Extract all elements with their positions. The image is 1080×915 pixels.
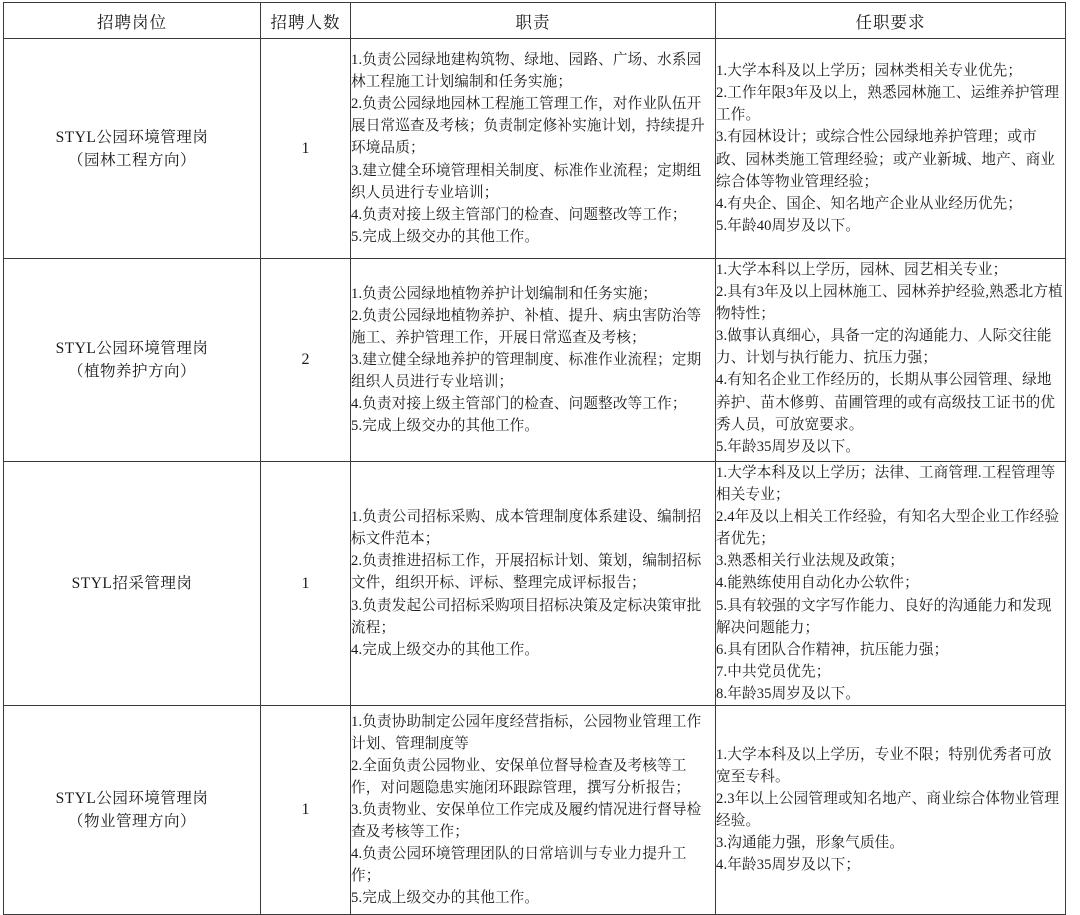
duty-item: 1.负责公园绿地建构筑物、绿地、园路、广场、水系园林工程施工计划编制和任务实施；: [351, 52, 702, 91]
requirement-item: 5.年龄35周岁及以下。: [716, 438, 861, 455]
duty-item: 3.建立健全绿地养护的管理制度、标准作业流程；定期组织人员进行专业培训；: [351, 351, 702, 391]
duty-item: 4.负责公园环境管理团队的日常培训与专业力提升工作；: [351, 846, 687, 885]
requirement-item: 6.具有团队合作精神，抗压能力强；: [716, 641, 949, 658]
duty-item: 4.完成上级交办的其他工作。: [351, 641, 540, 658]
table-row: [4, 259, 1066, 462]
cell-post: [4, 39, 261, 259]
requirement-item: 3.有园林设计；或综合性公园绿地养护管理；或市政、园林类施工管理经验；或产业新城、地产、商业综合体等物业管理经验；: [716, 129, 1056, 190]
column-header-duties: 职责: [351, 3, 716, 39]
cell-requirements: [716, 706, 1066, 915]
table-row: [4, 39, 1066, 259]
post-title: STYL招采管理岗: [71, 575, 193, 593]
requirement-item: 5.年龄40周岁及以下。: [716, 217, 861, 234]
cell-requirements: [716, 259, 1066, 462]
cell-count: 2: [261, 259, 351, 462]
duty-item: 1.负责公司招标采购、成本管理制度体系建设、编制招标文件范本；: [351, 509, 702, 548]
duty-item: 5.完成上级交办的其他工作。: [351, 228, 540, 245]
cell-count: 1: [261, 462, 351, 706]
requirement-item: 4.有央企、国企、知名地产企业从业经历优先；: [716, 195, 1023, 212]
requirement-item: 2.3年以上公园管理或知名地产、商业综合体物业管理经验。: [716, 790, 1060, 830]
requirement-item: 3.沟通能力强，形象气质佳。: [716, 835, 905, 852]
duty-item: 2.负责公园绿地植物养护、补植、提升、病虫害防治等施工、养护管理工作，开展日常巡查及考核；: [351, 307, 702, 346]
cell-duties: [351, 39, 716, 259]
recruitment-table: [3, 2, 1066, 915]
duty-item: 3.负责发起公司招标采购项目招标决策及定标决策审批流程；: [351, 597, 702, 636]
duty-item: 5.完成上级交办的其他工作。: [351, 418, 540, 435]
requirement-item: 7.中共党员优先；: [716, 663, 831, 680]
duty-item: 2.负责推进招标工作，开展招标计划、策划，编制招标文件，组织开标、评标、整理完成评标报告；: [351, 553, 702, 592]
duty-item: 1.负责协助制定公园年度经营指标，公园物业管理工作计划、管理制度等: [351, 713, 702, 752]
post-direction: （植物养护方向）: [67, 363, 196, 380]
cell-post: [4, 259, 261, 462]
requirement-item: 1.大学本科及以上学历，专业不限；特别优秀者可放宽至专科。: [716, 746, 1052, 785]
cell-duties: [351, 706, 716, 915]
post-title: STYL公园环境管理岗: [55, 128, 209, 146]
requirement-item: 4.年龄35周岁及以下；: [716, 857, 861, 874]
table-body: [4, 39, 1066, 915]
cell-requirements: [716, 39, 1066, 259]
requirement-item: 1.大学本科及以上学历；园林类相关专业优先；: [716, 63, 1023, 80]
duty-item: 5.完成上级交办的其他工作。: [351, 890, 540, 907]
duty-item: 1.负责公园绿地植物养护计划编制和任务实施；: [351, 285, 658, 302]
requirement-item: 3.熟悉相关行业法规及政策；: [716, 553, 905, 570]
cell-post: [4, 706, 261, 915]
cell-duties: [351, 259, 716, 462]
requirement-item: 3.做事认真细心，具备一定的沟通能力、人际交往能力、计划与执行能力、抗压力强；: [716, 328, 1052, 367]
requirement-item: 1.大学本科及以上学历；法律、工商管理.工程管理等相关专业；: [716, 465, 1056, 504]
post-title: STYL公园环境管理岗: [55, 790, 209, 808]
duty-item: 4.负责对接上级主管部门的检查、问题整改等工作；: [351, 396, 687, 413]
requirement-item: 4.有知名企业工作经历的，长期从事公园管理、绿地养护、苗木修剪、苗圃管理的或有高级技工证书的优秀人员，可放宽要求。: [716, 372, 1056, 433]
requirement-item: 4.能熟练使用自动化办公软件；: [716, 575, 919, 592]
duty-item: 4.负责对接上级主管部门的检查、问题整改等工作；: [351, 206, 687, 223]
post-direction: （物业管理方向）: [67, 813, 196, 831]
requirement-item: 8.年龄35周岁及以下。: [716, 685, 861, 702]
table-row: [4, 462, 1066, 706]
column-header-count: 招聘人数: [261, 3, 351, 39]
duty-item: 2.负责公园绿地园林工程施工管理工作，对作业队伍开展日常巡查及考核；负责制定修补实施计划，持续提升环境品质；: [351, 96, 705, 157]
table-header: [4, 3, 1066, 39]
duty-item: 3.建立健全环境管理相关制度、标准作业流程；定期组织人员进行专业培训；: [351, 162, 702, 201]
cell-count: 1: [261, 706, 351, 915]
column-header-post: 招聘岗位: [4, 3, 261, 39]
cell-requirements: [716, 462, 1066, 706]
requirement-item: 5.具有较强的文字写作能力、良好的沟通能力和发现解决问题能力；: [716, 597, 1052, 636]
duty-item: 2.全面负责公园物业、安保单位督导检查及考核等工作，对问题隐患实施闭环跟踪管理，撰写分析报告；: [351, 757, 691, 796]
requirement-item: 1.大学本科以上学历，园林、园艺相关专业；: [716, 262, 1008, 278]
requirement-item: 2.4年及以上相关工作经验，有知名大型企业工作经验者优先；: [716, 509, 1060, 548]
cell-count: 1: [261, 39, 351, 259]
column-header-requirements: 任职要求: [716, 3, 1066, 39]
requirement-item: 2.具有3年及以上园林施工、园林养护经验,熟悉北方植物特性；: [716, 284, 1063, 323]
cell-post: [4, 462, 261, 706]
cell-duties: [351, 462, 716, 706]
post-direction: （园林工程方向）: [67, 151, 196, 169]
post-title: STYL公园环境管理岗: [55, 340, 209, 357]
requirement-item: 2.工作年限3年及以上，熟悉园林施工、运维养护管理工作。: [716, 85, 1060, 124]
table-header-row: [4, 3, 1066, 39]
table-row: [4, 706, 1066, 915]
duty-item: 3.负责物业、安保单位工作完成及履约情况进行督导检查及考核等工作；: [351, 801, 702, 841]
